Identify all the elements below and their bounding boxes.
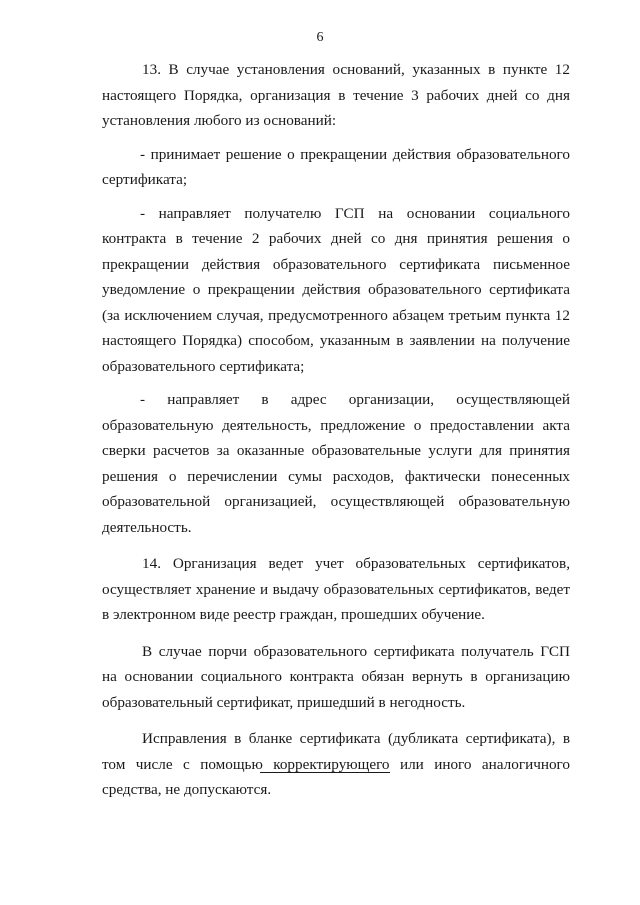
list-item-decision: - принимает решение о прекращении действия образовательного сертификата;: [102, 145, 570, 188]
paragraph-corrections: Исправления в бланке сертификата (дубликата сертификата), в том числе с помощью корректирующего или иного аналогичного средства, не допускаются.: [102, 730, 570, 798]
end-divider-line: [260, 772, 390, 773]
document-body: [102, 57, 570, 803]
paragraph-14: 14. Организация ведет учет образовательных сертификатов, осуществляет хранение и выдачу образовательных сертификатов, ведет в электронном виде реестр граждан, прошедших обучение.: [102, 555, 570, 623]
list-item-notify-recipient: - направляет получателю ГСП на основании социального контракта в течение 2 рабочих дней со дня принятия решения о прекращении действия образовательного сертификата письменное уведомление о прекращении действия образовательного сертификата (за исключением случая, предусмотренного абзацем третьим пункта 12 настоящего Порядка) способом, указанным в заявлении на получение образовательного сертификата;: [102, 204, 570, 375]
page-number: 6: [316, 30, 324, 45]
paragraph-13: 13. В случае установления оснований, указанных в пункте 12 настоящего Порядка, организация в течение 3 рабочих дней со дня установления любого из оснований:: [102, 61, 570, 129]
paragraph-damage: В случае порчи образовательного сертификата получатель ГСП на основании социального контракта обязан вернуть в организацию образовательный сертификат, пришедший в негодность.: [102, 642, 570, 711]
list-item-send-offer: - направляет в адрес организации, осуществляющей образовательную деятельность, предложение о предоставлении акта сверки расчетов за оказанные образовательные услуги для принятия решения о перечислении сумы расходов, фактически понесенных образовательной организацией, осуществляющей образовательную деятельность.: [102, 391, 570, 536]
